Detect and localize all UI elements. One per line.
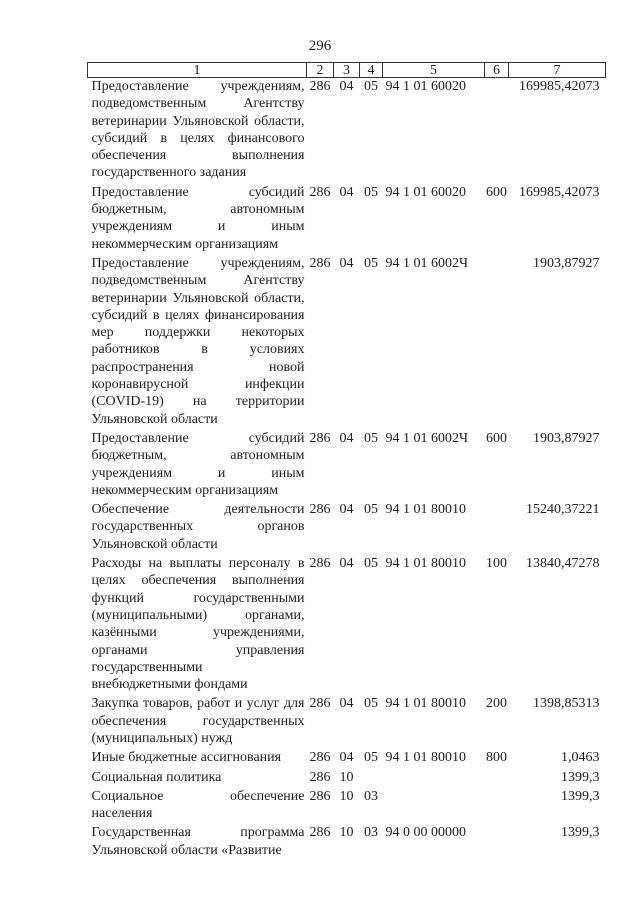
target-item-code: 94 1 01 60020 bbox=[385, 184, 466, 200]
ministry-code: 286 bbox=[309, 255, 331, 271]
table-row bbox=[88, 824, 606, 861]
amount-value: 1,0463 bbox=[561, 750, 600, 766]
section-code: 04 bbox=[339, 750, 354, 766]
expense-item-name: Обеспечение деятельности государственных органов Ульяновской области bbox=[91, 502, 305, 552]
target-item-code: 94 1 01 80010 bbox=[385, 556, 466, 572]
table-row bbox=[88, 255, 606, 430]
amount-value: 1398,85313 bbox=[533, 696, 600, 712]
subsection-code: 03 bbox=[364, 825, 378, 841]
amount-value: 13840,47278 bbox=[526, 556, 600, 572]
expense-item-name: Государственная программа Ульяновской области «Развитие bbox=[91, 825, 305, 858]
table-row bbox=[88, 769, 606, 788]
ministry-code: 286 bbox=[309, 769, 331, 785]
subsection-code: 05 bbox=[364, 696, 378, 712]
section-code: 04 bbox=[339, 79, 354, 94]
expense-item-name: Предоставление субсидий бюджетным, автономным учреждениям и иным некоммерческим организациям bbox=[91, 184, 305, 252]
target-item-code: 94 1 01 80010 bbox=[385, 750, 466, 766]
ministry-code: 286 bbox=[309, 788, 331, 804]
target-item-code bbox=[383, 769, 485, 788]
expense-type-code: 200 bbox=[486, 696, 507, 712]
ministry-code: 286 bbox=[309, 556, 331, 572]
column-header: 3 bbox=[334, 63, 360, 78]
expense-item-name: Предоставление субсидий бюджетным, автономным учреждениям и иным некоммерческим организациям bbox=[91, 430, 305, 498]
table-row bbox=[88, 695, 606, 749]
ministry-code: 286 bbox=[309, 696, 331, 712]
section-code: 10 bbox=[339, 788, 354, 804]
ministry-code: 286 bbox=[309, 79, 331, 94]
column-number-row bbox=[88, 63, 606, 78]
amount-value: 169985,42073 bbox=[519, 184, 600, 200]
expense-item-name: Расходы на выплаты персоналу в целях обеспечения выполнения функций государственными (муниципальными) органами, казёнными учреждениями, органами управления государственными внебюджетными фондами bbox=[91, 556, 305, 693]
section-code: 10 bbox=[339, 825, 354, 841]
column-header: 2 bbox=[307, 63, 334, 78]
expense-type-code: 100 bbox=[486, 556, 507, 572]
table-row bbox=[88, 788, 606, 825]
section-code: 04 bbox=[339, 184, 354, 200]
expense-item-name: Социальное обеспечение населения bbox=[91, 788, 305, 822]
expense-type-code bbox=[485, 501, 509, 555]
subsection-code: 05 bbox=[364, 750, 378, 766]
column-header: 4 bbox=[360, 63, 383, 78]
section-code: 04 bbox=[339, 556, 354, 572]
subsection-code: 05 bbox=[364, 79, 378, 94]
target-item-code bbox=[383, 788, 485, 825]
expense-type-code bbox=[485, 769, 509, 788]
table-row bbox=[88, 78, 606, 184]
column-header: 1 bbox=[88, 63, 307, 78]
budget-table-body bbox=[88, 78, 606, 862]
ministry-code: 286 bbox=[309, 502, 331, 518]
section-code: 04 bbox=[339, 430, 354, 446]
section-code: 04 bbox=[339, 502, 354, 518]
page-number: 296 bbox=[308, 38, 332, 54]
table-row bbox=[88, 749, 606, 768]
subsection-code: 05 bbox=[364, 430, 378, 446]
subsection-code bbox=[360, 769, 383, 788]
target-item-code: 94 1 01 6002Ч bbox=[385, 255, 469, 271]
column-header: 7 bbox=[509, 63, 606, 78]
expense-type-code bbox=[485, 824, 509, 861]
target-item-code: 94 1 01 60020 bbox=[385, 79, 466, 94]
expense-item-name: Закупка товаров, работ и услуг для обеспечения государственных (муниципальных) нужд bbox=[91, 696, 305, 746]
section-code: 04 bbox=[339, 255, 354, 271]
amount-value: 169985,42073 bbox=[519, 79, 600, 94]
target-item-code: 94 1 01 80010 bbox=[385, 502, 466, 518]
table-row bbox=[88, 555, 606, 695]
target-item-code: 94 0 00 00000 bbox=[385, 825, 466, 841]
expense-type-code bbox=[485, 255, 509, 430]
amount-value: 1903,87927 bbox=[533, 430, 600, 446]
table-row bbox=[88, 184, 606, 255]
expense-type-code bbox=[485, 78, 509, 184]
table-row bbox=[88, 501, 606, 555]
table-row bbox=[88, 430, 606, 501]
expense-type-code: 800 bbox=[486, 750, 507, 766]
budget-table bbox=[87, 62, 606, 861]
ministry-code: 286 bbox=[309, 430, 331, 446]
subsection-code: 05 bbox=[364, 255, 378, 271]
amount-value: 1903,87927 bbox=[533, 255, 600, 271]
amount-value: 1399,3 bbox=[561, 769, 600, 785]
ministry-code: 286 bbox=[309, 825, 331, 841]
ministry-code: 286 bbox=[309, 184, 331, 200]
expense-type-code bbox=[485, 788, 509, 825]
ministry-code: 286 bbox=[309, 750, 331, 766]
expense-item-name: Социальная политика bbox=[91, 769, 222, 785]
subsection-code: 05 bbox=[364, 184, 378, 200]
expense-item-name: Иные бюджетные ассигнования bbox=[91, 750, 282, 766]
column-header: 5 bbox=[383, 63, 485, 78]
section-code: 10 bbox=[339, 769, 354, 785]
subsection-code: 03 bbox=[364, 788, 378, 804]
target-item-code: 94 1 01 6002Ч bbox=[385, 430, 469, 446]
amount-value: 1399,3 bbox=[561, 788, 600, 804]
expense-item-name: Предоставление учреждениям, подведомственным Агентству ветеринарии Ульяновской области, субсидий в целях финансирования мер поддержки некоторых работников в условиях распространения новой коронавирусной инфекции (COVID-19) на территории Ульяновской области bbox=[91, 255, 305, 427]
target-item-code: 94 1 01 80010 bbox=[385, 696, 466, 712]
expense-type-code: 600 bbox=[486, 184, 507, 200]
amount-value: 15240,37221 bbox=[526, 502, 600, 518]
column-header: 6 bbox=[485, 63, 509, 78]
section-code: 04 bbox=[339, 696, 354, 712]
expense-item-name: Предоставление учреждениям, подведомственным Агентству ветеринарии Ульяновской области, субсидий в целях финансового обеспечения выполнения государственного задания bbox=[91, 79, 305, 181]
expense-type-code: 600 bbox=[486, 430, 507, 446]
amount-value: 1399,3 bbox=[561, 825, 600, 841]
subsection-code: 05 bbox=[364, 556, 378, 572]
subsection-code: 05 bbox=[364, 502, 378, 518]
